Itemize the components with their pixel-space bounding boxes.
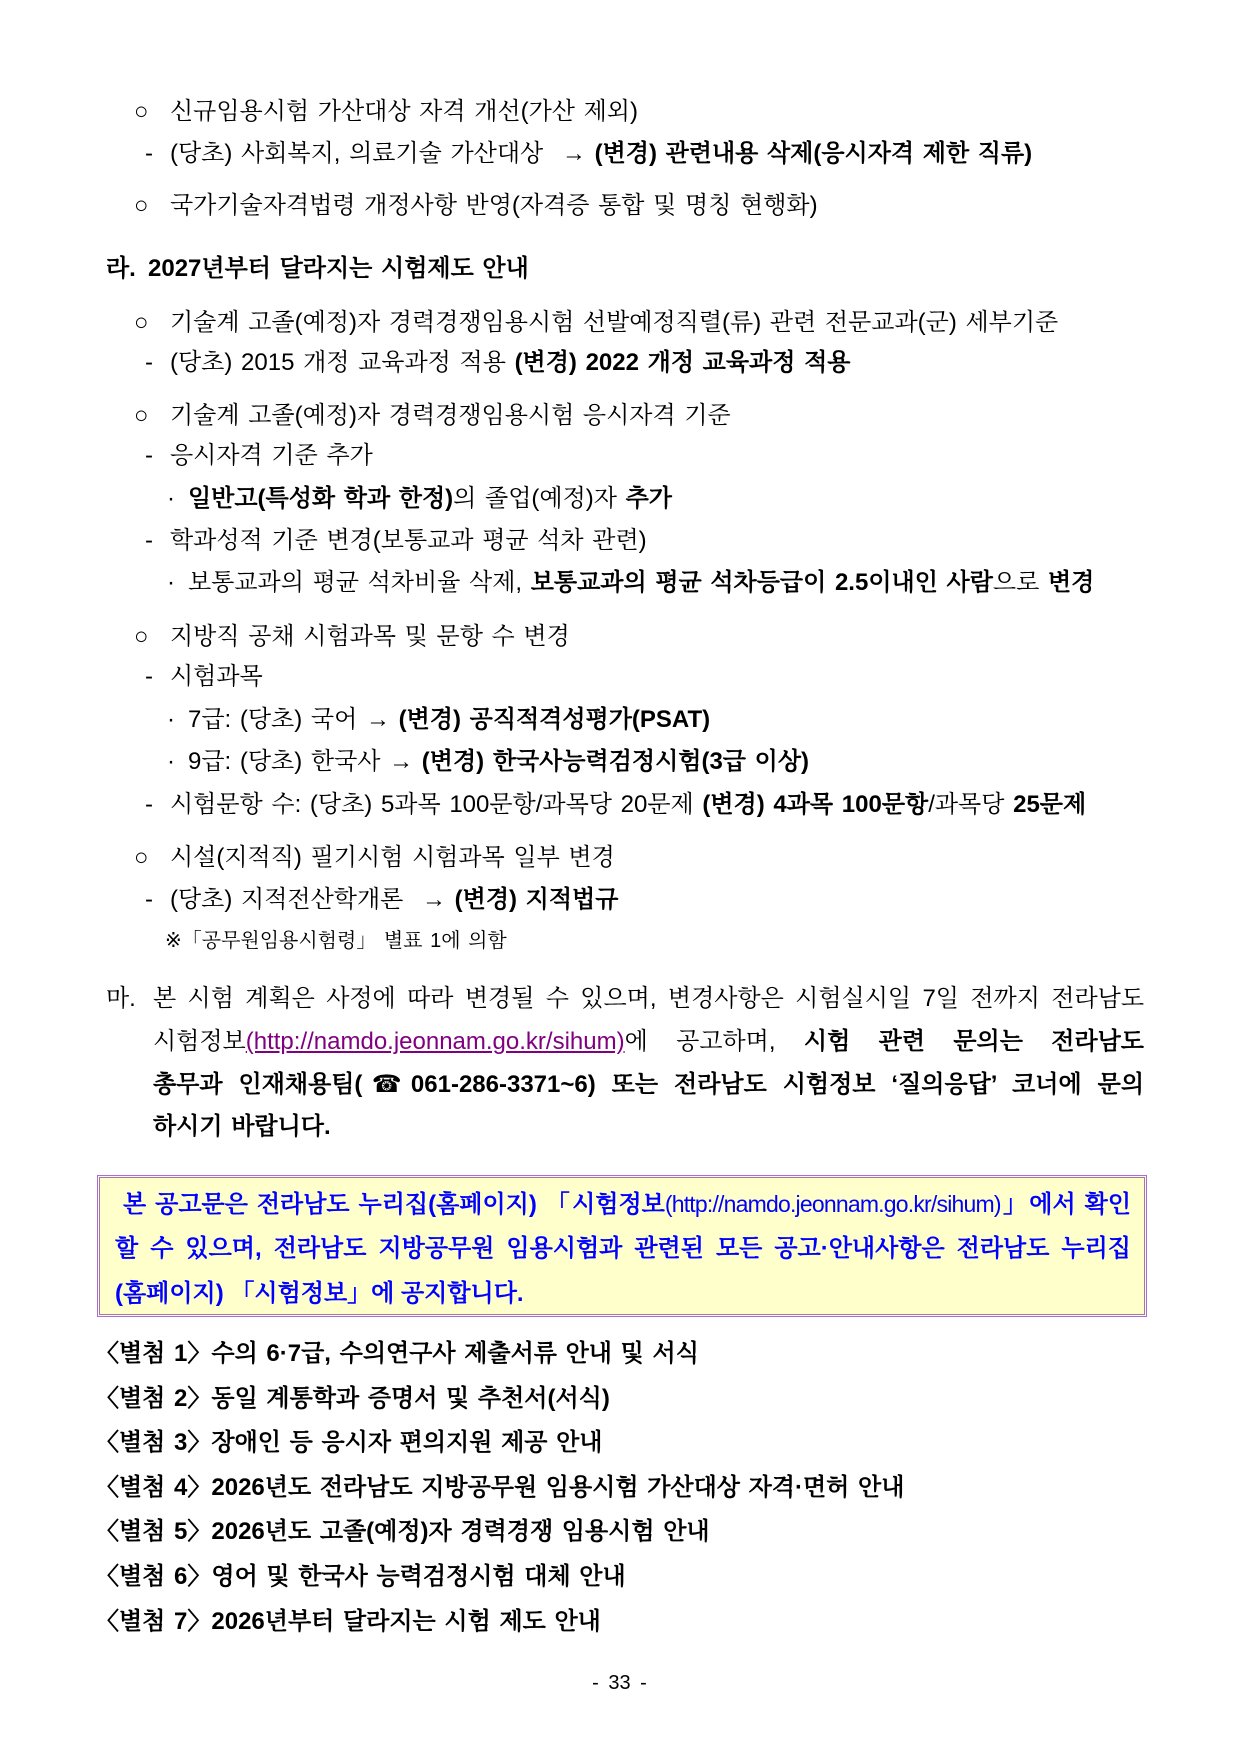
closing-line: 하시기 바랍니다.	[153, 1113, 331, 1140]
notice-box	[97, 1175, 1147, 1317]
item-text: 지방직 공채 시험과목 및 문항 수 변경	[170, 623, 570, 650]
dot-marker: ·	[167, 485, 175, 512]
detail-line	[145, 885, 618, 915]
middle-text: 으로	[992, 569, 1040, 596]
attachment-item	[95, 1384, 610, 1414]
section-ma-line-2	[153, 1027, 1144, 1057]
reference-note: ※「공무원임용시험령」 별표 1에 의함	[165, 930, 507, 952]
circle-bullet-marker: ○	[134, 844, 149, 871]
target-text: 일반고(특성화 학과 한정)	[188, 485, 454, 512]
attachment-title: 2026년도 전라남도 지방공무원 임용시험 가산대상 자격·면허 안내	[211, 1474, 905, 1501]
circle-bullet-marker: ○	[134, 309, 149, 336]
item-text: 기술계 고졸(예정)자 경력경쟁임용시험 응시자격 기준	[170, 402, 731, 429]
contact-line: 총무과 인재채용팀(☎061-286-3371~6) 또는 전라남도 시험정보 ‘질의응답’ 코너에 문의	[153, 1071, 1144, 1098]
detail-line	[145, 662, 263, 692]
item-text: 국가기술자격법령 개정사항 반영(자격증 통합 및 명칭 현행화)	[170, 192, 818, 219]
target-text: 보통교과의 평균 석차등급이 2.5이내인 사람	[530, 569, 993, 596]
right-arrow-icon: →	[389, 748, 414, 775]
attachment-title: 장애인 등 응시자 편의지원 제공 안내	[211, 1429, 603, 1456]
dot-marker: ·	[167, 706, 175, 733]
notice-line-2: 할 수 있으며, 전라남도 지방공무원 임용시험과 관련된 모든 공고·안내사항은 전라남도 누리집	[115, 1235, 1131, 1262]
dash-marker: -	[145, 349, 153, 376]
detail-line	[145, 526, 647, 556]
attachment-item	[95, 1339, 699, 1369]
original-text: (당초) 지적전산학개론	[170, 886, 404, 913]
changed-text: (변경) 2022 개정 교육과정 적용	[514, 349, 851, 376]
dash-marker: -	[145, 663, 153, 690]
dash-marker: -	[145, 140, 153, 167]
bullet-item	[134, 191, 818, 221]
right-arrow-icon: →	[421, 886, 446, 913]
changed-text: (변경) 공직적격성평가(PSAT)	[398, 706, 711, 733]
bullet-item	[134, 97, 638, 127]
item-text: 기술계 고졸(예정)자 경력경쟁임용시험 선발예정직렬(류) 관련 전문교과(군) 세부기준	[170, 309, 1059, 336]
attachment-item	[95, 1607, 601, 1637]
right-arrow-icon: →	[365, 706, 390, 733]
sub-detail-line	[167, 705, 710, 735]
attachment-item	[95, 1562, 626, 1592]
dot-marker: ·	[167, 569, 175, 596]
attachment-label: 〈별첨 2〉	[95, 1385, 212, 1412]
attachment-label: 〈별첨 6〉	[95, 1563, 212, 1590]
bullet-item	[134, 308, 1058, 338]
action-text: 변경	[1047, 569, 1095, 596]
middle-text: 의 졸업(예정)자	[453, 485, 617, 512]
notice-url: (http://namdo.jeonnam.go.kr/sihum)	[664, 1191, 1001, 1217]
dash-marker: -	[145, 442, 153, 469]
sub-detail-line	[167, 747, 809, 777]
dash-marker: -	[145, 886, 153, 913]
section-heading	[106, 254, 529, 284]
original-text: 9급: (당초) 한국사	[188, 748, 381, 775]
contact-lead: 시험 관련 문의는 전라남도	[803, 1028, 1144, 1055]
changed-text: (변경) 지적법규	[454, 886, 619, 913]
section-marker: 라.	[106, 255, 136, 282]
original-text: (당초) 사회복지, 의료기술 가산대상	[170, 140, 544, 167]
detail-text: 응시자격 기준 추가	[170, 442, 373, 469]
changed-questions: (변경) 4과목 100문항	[702, 791, 929, 818]
item-text: 시설(지적직) 필기시험 시험과목 일부 변경	[170, 844, 615, 871]
notice-line-3: (홈페이지) 「시험정보」에 공지합니다.	[115, 1280, 524, 1307]
circle-bullet-marker: ○	[134, 98, 149, 125]
right-arrow-icon: →	[561, 140, 586, 167]
dash-marker: -	[145, 791, 153, 818]
section-title: 2027년부터 달라지는 시험제도 안내	[148, 255, 529, 282]
attachment-item	[95, 1428, 603, 1458]
notice-line-1	[123, 1189, 1131, 1219]
attachment-title: 2026년부터 달라지는 시험 제도 안내	[211, 1608, 601, 1635]
circle-bullet-marker: ○	[134, 623, 149, 650]
original-text: 7급: (당초) 국어	[188, 706, 358, 733]
detail-line	[145, 441, 373, 471]
original-text: 보통교과의 평균 석차비율 삭제,	[188, 569, 523, 596]
circle-bullet-marker: ○	[134, 402, 149, 429]
attachment-item	[95, 1473, 904, 1503]
detail-text: 학과성적 기준 변경(보통교과 평균 석차 관련)	[170, 527, 647, 554]
section-marker: 마.	[106, 985, 136, 1012]
attachment-label: 〈별첨 1〉	[95, 1340, 212, 1367]
action-text: 추가	[625, 485, 672, 512]
detail-line	[145, 348, 850, 378]
attachment-title: 수의 6·7급, 수의연구사 제출서류 안내 및 서식	[211, 1340, 699, 1367]
detail-line	[145, 139, 1032, 169]
attachment-label: 〈별첨 3〉	[95, 1429, 212, 1456]
paragraph-text: 본 시험 계획은 사정에 따라 변경될 수 있으며, 변경사항은 시험실시일 7일 전까지 전라남도	[153, 985, 1144, 1012]
page-number: - 33 -	[592, 1672, 647, 1694]
attachment-title: 동일 계통학과 증명서 및 추천서(서식)	[211, 1385, 610, 1412]
original-text: (당초) 2015 개정 교육과정 적용	[170, 349, 506, 376]
paragraph-text: 에 공고하며,	[624, 1028, 776, 1055]
attachment-item	[95, 1517, 710, 1547]
original-text: 시험문항 수: (당초) 5과목 100문항/과목당 20문제	[170, 791, 694, 818]
changed-count: 25문제	[1013, 791, 1087, 818]
notice-text: 본 공고문은 전라남도 누리집(홈페이지) 「시험정보	[123, 1191, 665, 1218]
bullet-item	[134, 843, 615, 873]
site-name: 시험정보	[153, 1028, 246, 1055]
dot-marker: ·	[167, 748, 175, 775]
section-ma-line-1	[106, 984, 1144, 1014]
attachment-label: 〈별첨 5〉	[95, 1518, 212, 1545]
changed-text: (변경) 관련내용 삭제(응시자격 제한 직류)	[594, 140, 1033, 167]
bullet-item	[134, 622, 570, 652]
sub-detail-line	[167, 568, 1094, 598]
bullet-item	[134, 401, 731, 431]
per-subject-text: /과목당	[928, 791, 1005, 818]
detail-text: 시험과목	[170, 663, 263, 690]
sub-detail-line	[167, 484, 672, 514]
detail-line	[145, 790, 1086, 820]
changed-text: (변경) 한국사능력검정시험(3급 이상)	[421, 748, 810, 775]
circle-bullet-marker: ○	[134, 192, 149, 219]
attachment-label: 〈별첨 4〉	[95, 1474, 212, 1501]
notice-text: 」에서 확인	[1000, 1191, 1132, 1218]
item-text: 신규임용시험 가산대상 자격 개선(가산 제외)	[170, 98, 638, 125]
exam-info-link[interactable]: (http://namdo.jeonnam.go.kr/sihum)	[245, 1028, 625, 1055]
attachment-label: 〈별첨 7〉	[95, 1608, 212, 1635]
dash-marker: -	[145, 527, 153, 554]
attachment-title: 영어 및 한국사 능력검정시험 대체 안내	[211, 1563, 626, 1590]
attachment-title: 2026년도 고졸(예정)자 경력경쟁 임용시험 안내	[211, 1518, 710, 1545]
